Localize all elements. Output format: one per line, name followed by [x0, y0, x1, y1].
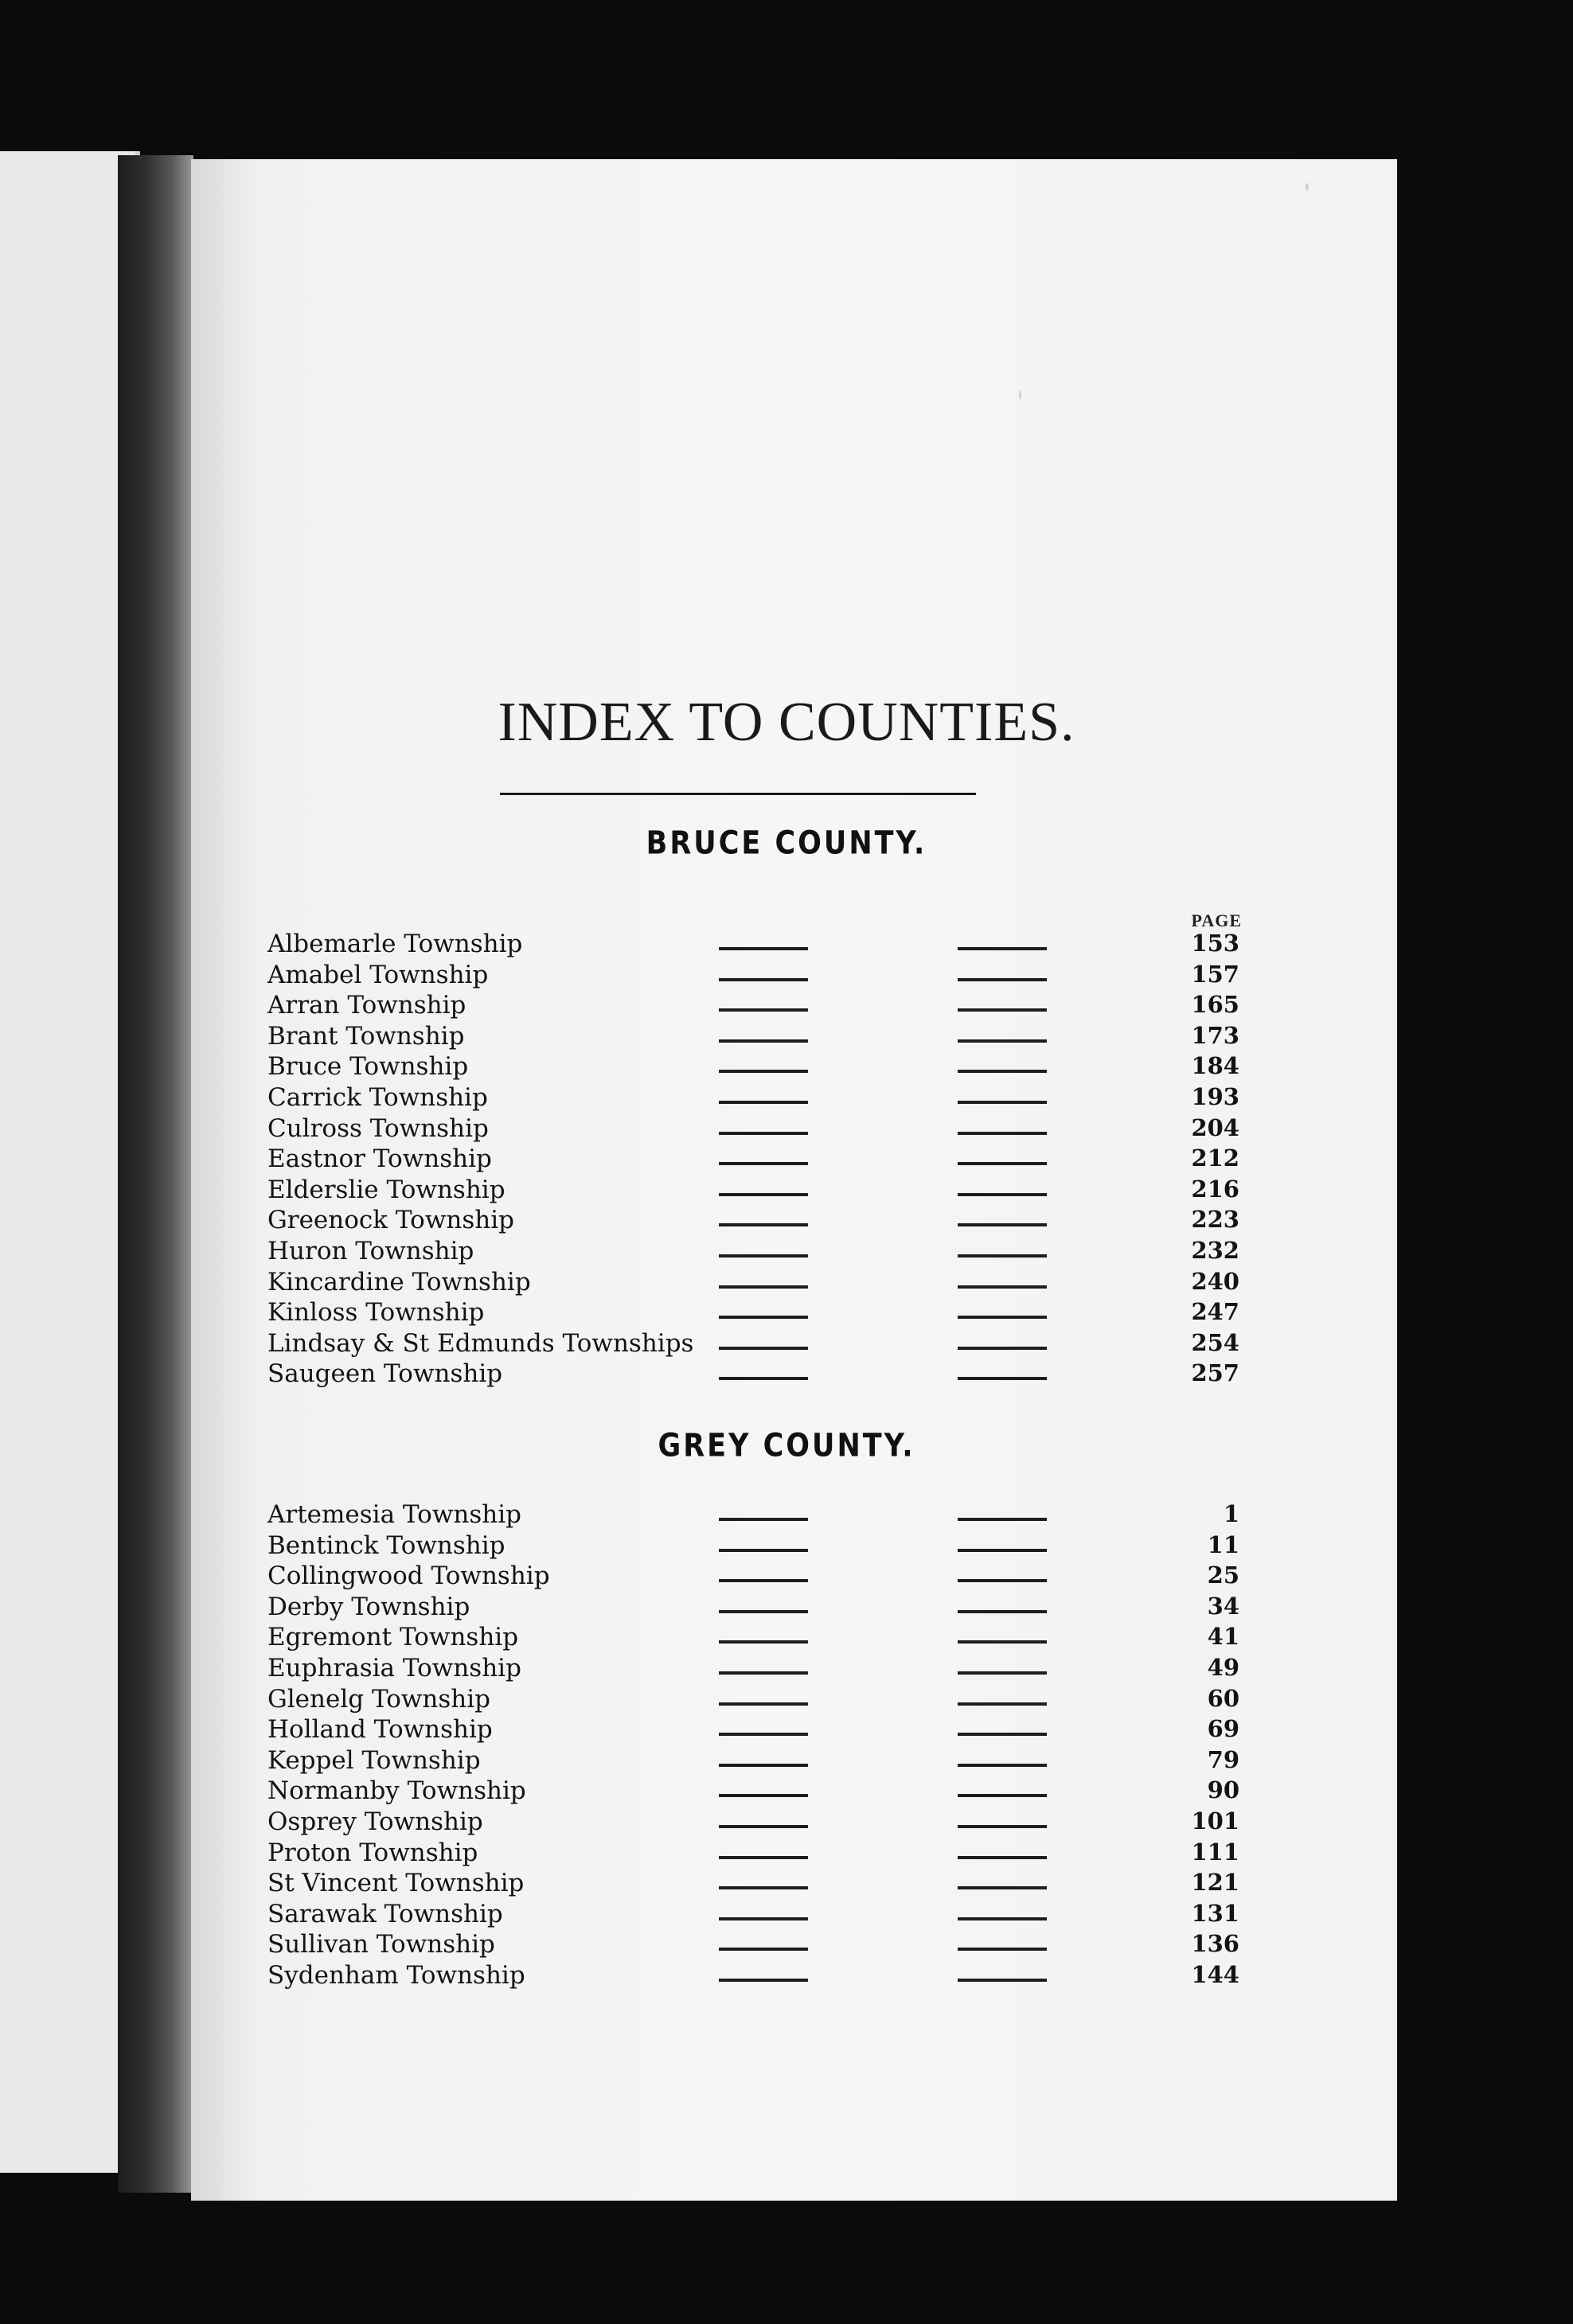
- leader-rule: [958, 1285, 1047, 1289]
- entry-name: Collingwood Township: [267, 1562, 550, 1590]
- leader-rule: [958, 1825, 1047, 1828]
- leader-rule: [958, 1610, 1047, 1613]
- leader-rule: [719, 1825, 808, 1828]
- paper-speck: [1019, 390, 1021, 400]
- leader-rule: [719, 1733, 808, 1736]
- index-entry: [0, 1500, 1573, 1531]
- leader-rule: [719, 1254, 808, 1258]
- index-entry: [0, 1083, 1573, 1114]
- index-entry: [0, 1237, 1573, 1268]
- leader-rule: [958, 1640, 1047, 1644]
- leader-rule: [719, 1979, 808, 1982]
- entry-page-number: 240: [1191, 1268, 1239, 1295]
- entry-page-number: 131: [1191, 1900, 1239, 1927]
- leader-rule: [958, 1347, 1047, 1350]
- leader-rule: [958, 1223, 1047, 1226]
- leader-rule: [958, 1733, 1047, 1736]
- leader-rule: [719, 1347, 808, 1350]
- leader-rule: [958, 1917, 1047, 1920]
- entry-page-number: 254: [1191, 1329, 1239, 1356]
- entry-page-number: 173: [1191, 1022, 1239, 1049]
- entry-page-number: 41: [1207, 1623, 1239, 1650]
- leader-rule: [719, 1948, 808, 1951]
- leader-rule: [719, 1132, 808, 1135]
- index-entry: [0, 1298, 1573, 1329]
- page-title: INDEX TO COUNTIES.: [498, 692, 1075, 753]
- entry-page-number: 111: [1191, 1839, 1239, 1866]
- entry-page-number: 11: [1207, 1531, 1239, 1558]
- entry-name: Bruce Township: [267, 1052, 469, 1081]
- leader-rule: [958, 1549, 1047, 1552]
- entry-page-number: 34: [1207, 1593, 1239, 1620]
- entry-name: Glenelg Township: [267, 1685, 491, 1714]
- entry-name: Derby Township: [267, 1593, 470, 1621]
- entry-name: Osprey Township: [267, 1807, 483, 1836]
- leader-rule: [958, 1579, 1047, 1582]
- entry-page-number: 60: [1207, 1685, 1239, 1712]
- entry-page-number: 1: [1223, 1500, 1239, 1527]
- entry-page-number: 49: [1207, 1654, 1239, 1681]
- leader-rule: [958, 1070, 1047, 1073]
- entry-name: Greenock Township: [267, 1206, 514, 1234]
- entry-name: Lindsay & St Edmunds Townships: [267, 1329, 694, 1358]
- index-entry: [0, 1022, 1573, 1053]
- index-entry: [0, 1654, 1573, 1685]
- leader-rule: [958, 1886, 1047, 1889]
- entry-page-number: 204: [1191, 1114, 1239, 1141]
- index-entry: [0, 1531, 1573, 1562]
- entry-name: Saugeen Township: [267, 1359, 503, 1388]
- entry-page-number: 25: [1207, 1562, 1239, 1589]
- leader-rule: [719, 1549, 808, 1552]
- entry-page-number: 121: [1191, 1869, 1239, 1896]
- leader-rule: [958, 1254, 1047, 1258]
- leader-rule: [719, 1764, 808, 1767]
- entry-name: Euphrasia Township: [267, 1654, 521, 1683]
- entry-page-number: 153: [1191, 930, 1239, 957]
- entry-page-number: 247: [1191, 1298, 1239, 1325]
- index-entry: [0, 1562, 1573, 1593]
- leader-rule: [958, 1039, 1047, 1043]
- leader-rule: [719, 1101, 808, 1104]
- entry-name: Eastnor Township: [267, 1144, 492, 1173]
- entry-name: Sullivan Township: [267, 1930, 495, 1959]
- section-heading: GREY COUNTY.: [658, 1428, 915, 1464]
- entry-name: Sarawak Township: [267, 1900, 503, 1928]
- leader-rule: [958, 978, 1047, 981]
- index-entry: [0, 930, 1573, 961]
- entry-page-number: 223: [1191, 1206, 1239, 1233]
- entry-name: Brant Township: [267, 1022, 465, 1051]
- index-entry: [0, 1839, 1573, 1870]
- entry-page-number: 79: [1207, 1746, 1239, 1773]
- leader-rule: [719, 1856, 808, 1859]
- entry-name: Kinloss Township: [267, 1298, 485, 1327]
- leader-rule: [958, 1764, 1047, 1767]
- entry-page-number: 101: [1191, 1807, 1239, 1835]
- entry-page-number: 212: [1191, 1144, 1239, 1172]
- leader-rule: [719, 1008, 808, 1012]
- entry-page-number: 136: [1191, 1930, 1239, 1957]
- index-entry: [0, 1685, 1573, 1716]
- entry-name: Normanby Township: [267, 1776, 526, 1805]
- leader-rule: [719, 978, 808, 981]
- entry-page-number: 184: [1191, 1052, 1239, 1079]
- section-heading: BRUCE COUNTY.: [646, 825, 927, 862]
- index-entry: [0, 1623, 1573, 1654]
- leader-rule: [958, 1948, 1047, 1951]
- entry-page-number: 165: [1191, 991, 1239, 1018]
- entry-name: Kincardine Township: [267, 1268, 531, 1297]
- index-entry: [0, 1807, 1573, 1839]
- leader-rule: [958, 1794, 1047, 1797]
- leader-rule: [719, 1640, 808, 1644]
- leader-rule: [719, 1917, 808, 1920]
- entry-name: Artemesia Township: [267, 1500, 521, 1529]
- leader-rule: [719, 1223, 808, 1226]
- leader-rule: [958, 947, 1047, 950]
- entry-page-number: 232: [1191, 1237, 1239, 1264]
- entry-name: Egremont Township: [267, 1623, 519, 1651]
- index-entry: [0, 1593, 1573, 1624]
- leader-rule: [719, 947, 808, 950]
- entry-page-number: 69: [1207, 1715, 1239, 1742]
- leader-rule: [719, 1610, 808, 1613]
- leader-rule: [719, 1518, 808, 1521]
- entry-name: Holland Township: [267, 1715, 493, 1744]
- leader-rule: [719, 1794, 808, 1797]
- leader-rule: [958, 1193, 1047, 1196]
- leader-rule: [719, 1285, 808, 1289]
- title-rule: [500, 793, 976, 795]
- index-entry: [0, 1206, 1573, 1237]
- entry-name: Sydenham Township: [267, 1961, 525, 1990]
- index-entry: [0, 1961, 1573, 1992]
- entry-name: Elderslie Township: [267, 1176, 505, 1204]
- leader-rule: [958, 1101, 1047, 1104]
- leader-rule: [958, 1132, 1047, 1135]
- leader-rule: [958, 1702, 1047, 1706]
- entry-name: Huron Township: [267, 1237, 474, 1265]
- leader-rule: [958, 1377, 1047, 1380]
- entry-name: Bentinck Township: [267, 1531, 505, 1560]
- leader-rule: [719, 1039, 808, 1043]
- index-entry: [0, 1776, 1573, 1807]
- entry-page-number: 90: [1207, 1776, 1239, 1803]
- entry-page-number: 216: [1191, 1176, 1239, 1203]
- leader-rule: [958, 1856, 1047, 1859]
- index-entry: [0, 1930, 1573, 1961]
- leader-rule: [958, 1671, 1047, 1675]
- page-column-label: PAGE: [1191, 910, 1242, 930]
- paper-speck: [1306, 183, 1309, 191]
- leader-rule: [719, 1579, 808, 1582]
- leader-rule: [719, 1070, 808, 1073]
- leader-rule: [958, 1316, 1047, 1319]
- leader-rule: [958, 1008, 1047, 1012]
- index-entry: [0, 1329, 1573, 1360]
- index-entry: [0, 1144, 1573, 1176]
- index-entry: [0, 1359, 1573, 1390]
- entry-page-number: 157: [1191, 961, 1239, 988]
- index-entry: [0, 1114, 1573, 1145]
- index-entry: [0, 1746, 1573, 1777]
- leader-rule: [958, 1162, 1047, 1165]
- index-entry: [0, 1176, 1573, 1207]
- entry-page-number: 257: [1191, 1359, 1239, 1386]
- entry-page-number: 193: [1191, 1083, 1239, 1110]
- index-entry: [0, 1052, 1573, 1083]
- entry-name: Culross Township: [267, 1114, 489, 1143]
- entry-name: Keppel Township: [267, 1746, 481, 1775]
- index-entry: [0, 1900, 1573, 1931]
- leader-rule: [958, 1979, 1047, 1982]
- entry-page-number: 144: [1191, 1961, 1239, 1988]
- index-entry: [0, 1869, 1573, 1900]
- entry-name: Proton Township: [267, 1839, 478, 1867]
- leader-rule: [719, 1671, 808, 1675]
- leader-rule: [719, 1316, 808, 1319]
- entry-name: Arran Township: [267, 991, 466, 1020]
- leader-rule: [958, 1518, 1047, 1521]
- index-entry: [0, 991, 1573, 1022]
- entry-name: Carrick Township: [267, 1083, 488, 1112]
- entry-name: Albemarle Township: [267, 930, 523, 958]
- leader-rule: [719, 1162, 808, 1165]
- leader-rule: [719, 1377, 808, 1380]
- entry-name: Amabel Township: [267, 961, 489, 989]
- leader-rule: [719, 1886, 808, 1889]
- index-entry: [0, 961, 1573, 992]
- index-entry: [0, 1715, 1573, 1746]
- entry-name: St Vincent Township: [267, 1869, 525, 1897]
- leader-rule: [719, 1702, 808, 1706]
- leader-rule: [719, 1193, 808, 1196]
- index-entry: [0, 1268, 1573, 1299]
